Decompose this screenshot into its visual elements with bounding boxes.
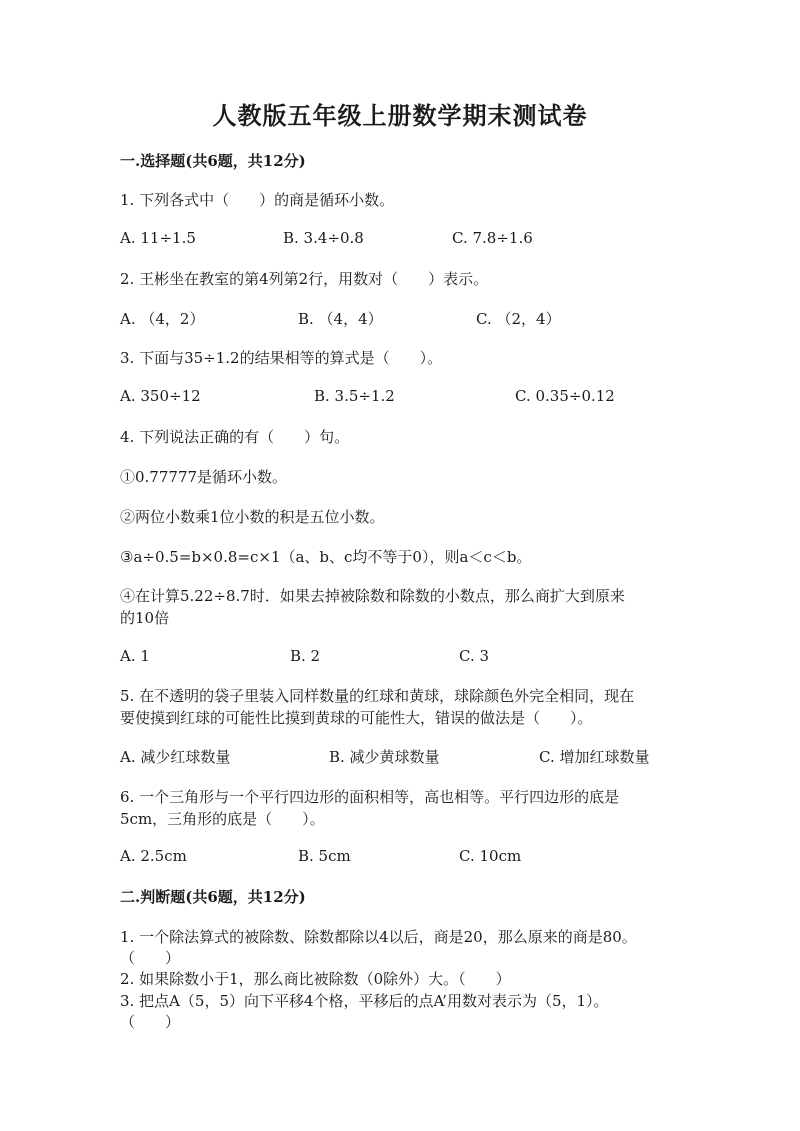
question-3-stem: 3. 下面与35÷1.2的结果相等的算式是（ ）。: [120, 349, 443, 367]
question-2-stem: 2. 王彬坐在教室的第4列第2行，用数对（ ）表示。: [120, 270, 489, 288]
question-1-option-b: B. 3.4÷0.8: [283, 229, 364, 247]
question-5-option-a: A. 减少红球数量: [120, 748, 231, 766]
question-3-option-c: C. 0.35÷0.12: [515, 387, 615, 405]
question-3-option-b: B. 3.5÷1.2: [314, 387, 395, 405]
tf-question-2: 2. 如果除数小于1，那么商比被除数（0除外）大。（ ）: [120, 970, 511, 988]
question-4-statement-1: ①0.77777是循环小数。: [120, 468, 288, 486]
question-4-statement-4-cont: 的10倍: [120, 609, 170, 627]
tf-question-3-blank: （ ）: [120, 1013, 181, 1031]
tf-question-1: 1. 一个除法算式的被除数、除数都除以4以后，商是20，那么原来的商是80。: [120, 928, 637, 946]
question-4-option-b: B. 2: [290, 647, 321, 665]
question-2-option-c: C. （2，4）: [476, 310, 561, 328]
question-3-option-a: A. 350÷12: [120, 387, 201, 405]
question-4-option-a: A. 1: [120, 647, 150, 665]
question-6-option-b: B. 5cm: [298, 847, 351, 865]
question-6-stem-line-1: 6. 一个三角形与一个平行四边形的面积相等，高也相等。平行四边形的底是: [120, 788, 620, 806]
question-1-stem: 1. 下列各式中（ ）的商是循环小数。: [120, 191, 395, 209]
section-header-multiple-choice: 一.选择题(共6题，共12分): [120, 152, 306, 170]
question-4-statement-3: ③a÷0.5=b×0.8=c×1（a、b、c均不等于0），则a＜c＜b。: [120, 548, 532, 566]
question-4-statement-2: ②两位小数乘1位小数的积是五位小数。: [120, 508, 385, 526]
question-5-stem-line-1: 5. 在不透明的袋子里装入同样数量的红球和黄球，球除颜色外完全相同，现在: [120, 687, 635, 705]
tf-question-1-blank: （ ）: [120, 949, 181, 967]
page-title: 人教版五年级上册数学期末测试卷: [212, 101, 588, 130]
question-2-option-a: A. （4，2）: [120, 310, 205, 328]
question-6-stem-line-2: 5cm，三角形的底是（ ）。: [120, 810, 325, 828]
tf-question-3: 3. 把点A（5，5）向下平移4个格，平移后的点A’用数对表示为（5，1）。: [120, 992, 609, 1010]
question-5-option-c: C. 增加红球数量: [539, 748, 650, 766]
question-4-stem: 4. 下列说法正确的有（ ）句。: [120, 428, 350, 446]
question-5-option-b: B. 减少黄球数量: [329, 748, 440, 766]
question-1-option-c: C. 7.8÷1.6: [452, 229, 533, 247]
question-6-option-c: C. 10cm: [459, 847, 522, 865]
question-4-statement-4: ④在计算5.22÷8.7时．如果去掉被除数和除数的小数点，那么商扩大到原来: [120, 587, 625, 605]
question-1-option-a: A. 11÷1.5: [120, 229, 196, 247]
question-4-option-c: C. 3: [459, 647, 490, 665]
question-2-option-b: B. （4，4）: [298, 310, 383, 328]
section-header-true-false: 二.判断题(共6题，共12分): [120, 888, 306, 906]
question-5-stem-line-2: 要使摸到红球的可能性比摸到黄球的可能性大，错误的做法是（ ）。: [120, 709, 593, 727]
question-6-option-a: A. 2.5cm: [120, 847, 187, 865]
